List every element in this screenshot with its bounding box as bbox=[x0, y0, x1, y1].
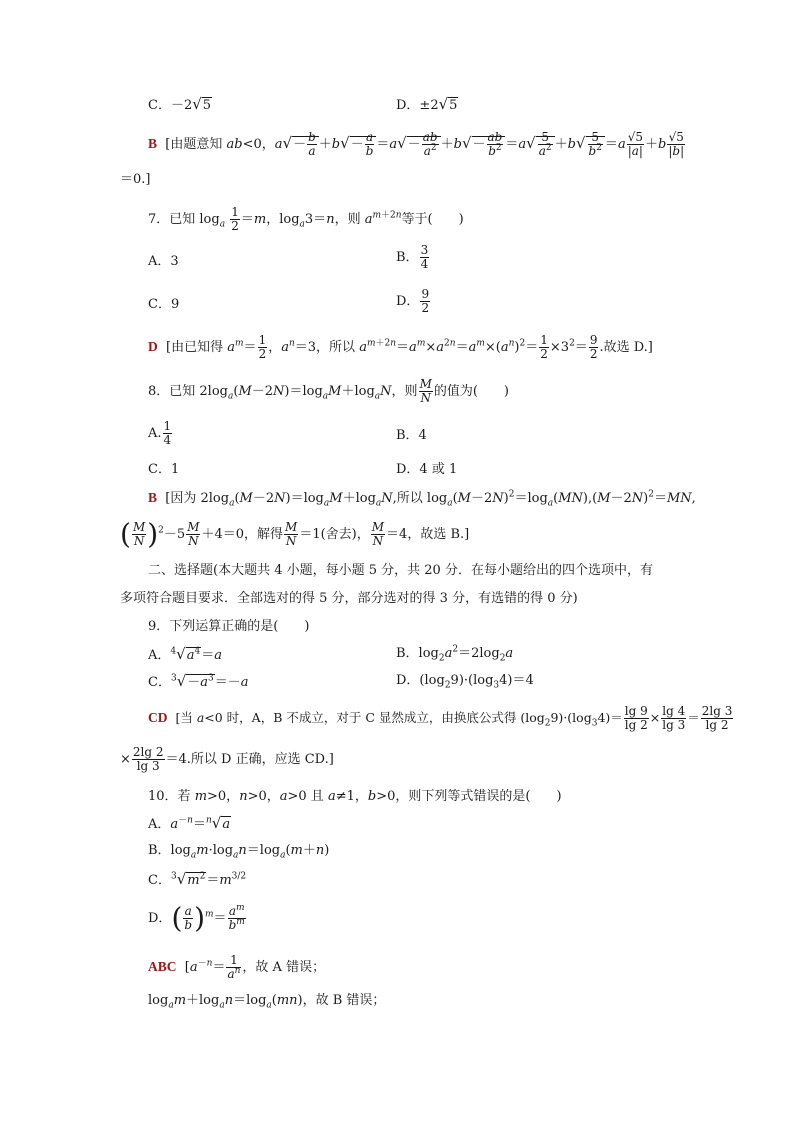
q9-explanation: CD [当 a<0 时，A，B 不成立，对于 C 显然成立，由换底公式得 $(\log_29)\cdot(\log_34)=$ $\frac{\lg 9}{\lg 2}$ × $\frac{\lg 4}{\lg 3}$ ＝ $\frac{2\lg 3}{\lg 2}$ bbox=[148, 704, 733, 732]
q8-option-b: B．4 bbox=[396, 428, 427, 443]
q7-option-b: B． $\frac{3}{4}$ bbox=[396, 243, 429, 271]
q10-option-a: A．$a^{-n}=^n√a$ bbox=[148, 814, 231, 832]
q9-stem: 9．下列运算正确的是( ) bbox=[148, 619, 310, 634]
q8-option-c: C．1 bbox=[148, 462, 180, 477]
q7-option-d: D． $\frac{9}{2}$ bbox=[396, 287, 430, 315]
q8-explanation-cont: ( $\frac{M}{N}$ )$^2$－5 $\frac{M}{N}$ ＋4＝0，解得 $\frac{M}{N}$ ＝1(舍去)， $\frac{M}{N}$ ＝4，故选 B.] bbox=[120, 517, 470, 551]
q7-answer-label: D bbox=[148, 339, 158, 354]
q10-stem: 10．若 m>0，n>0，a>0 且 a≠1，b>0，则下列等式错误的是( ) bbox=[148, 789, 562, 804]
q9-option-b: B．$\log_2a^2=2\log_2a$ bbox=[396, 644, 514, 664]
section-heading-line1: 二、选择题(本大题共 4 小题，每小题 5 分，共 20 分．在每小题给出的四个选项中，有 bbox=[148, 563, 653, 578]
q9-explanation-cont: × $\frac{2\lg 2}{\lg 3}$ ＝4.所以 D 正确，应选 CD.] bbox=[120, 745, 334, 773]
q6-explanation-end: ＝0.] bbox=[120, 172, 151, 187]
q7-stem: 7．已知 $\log_a$ $\frac{1}{2}$ ＝m，$\log_a3=n$，则 $a^{m+2n}$等于( ) bbox=[148, 205, 464, 233]
q7-option-c: C．9 bbox=[148, 297, 180, 312]
section-heading-line2: 多项符合题目要求．全部选对的得 5 分，部分选对的得 3 分，有选错的得 0 分) bbox=[120, 591, 578, 606]
q10-option-b: B．$\log_am\cdot\log_an=\log_a(m+n)$ bbox=[148, 843, 330, 861]
q7-explanation: D [由已知得 $a^m=$ $\frac{1}{2}$ ，$a^n=3$，所以 $a^{m+2n}=a^m\times a^{2n}=a^m\times(a^n)^2=$ $\frac{1}{2}$ $\times 3^2=$ $\frac{9}{2}$ .故选 D.] bbox=[148, 333, 653, 361]
q7-option-a: A．3 bbox=[148, 254, 179, 269]
q8-stem: 8．已知 $2\log_a(M-2N)=\log_aM+\log_aN$，则 $\frac{M}{N}$ 的值为( ) bbox=[148, 377, 510, 405]
q10-option-c: C．$^3√m^2=m^{3/2}$ bbox=[148, 870, 247, 888]
q9-option-c: C．$^3√-a^3=-a$ bbox=[148, 672, 249, 690]
q6-explanation: B [由题意知 ab<0，a√－ $\frac{b}{a}$ ＋b√－ $\frac{a}{b}$ ＝a√－ $\frac{ab}{a^2}$ ＋b√－ $\frac{ab}{b^2}$ ＝a√ $\frac{5}{a^2}$ ＋b√ $\frac{5}{b^2}$ ＝a $\frac{√5}{|a|}$ ＋b $\frac{√5}{|b|}$ bbox=[148, 130, 685, 158]
q10-option-d: D．( $\frac{a}{b}$ )$^m$＝ $\frac{a^m}{b^m}$ bbox=[148, 901, 245, 935]
q6-answer-label: B bbox=[148, 136, 158, 151]
q9-answer-label: CD bbox=[148, 710, 168, 725]
q9-option-d: D．$(\log_29)\cdot(\log_34)=4$ bbox=[396, 673, 534, 691]
q8-answer-label: B bbox=[148, 490, 158, 505]
q6-option-c: C．－2√5 bbox=[148, 95, 212, 113]
q10-explanation-cont: $\log_am+\log_an=\log_a(mn)$，故 B 错误； bbox=[148, 993, 386, 1011]
q10-explanation: ABC [$a^{-n}=$ $\frac{1}{a^n}$ ，故 A 错误； bbox=[148, 953, 326, 981]
q9-option-a: A．$^4√a^4=a$ bbox=[148, 645, 222, 663]
q6-option-d: D．±2√5 bbox=[396, 95, 458, 113]
q8-option-d: D．4 或 1 bbox=[396, 462, 458, 477]
q10-answer-label: ABC bbox=[148, 959, 177, 974]
q8-explanation: B [因为 $2\log_a(M-2N)=\log_aM+\log_aN$,所以 $\log_a(M-2N)^2=\log_a(MN),(M-2N)^2=MN$, bbox=[148, 489, 696, 509]
q8-option-a: A. $\frac{1}{4}$ bbox=[148, 419, 172, 447]
